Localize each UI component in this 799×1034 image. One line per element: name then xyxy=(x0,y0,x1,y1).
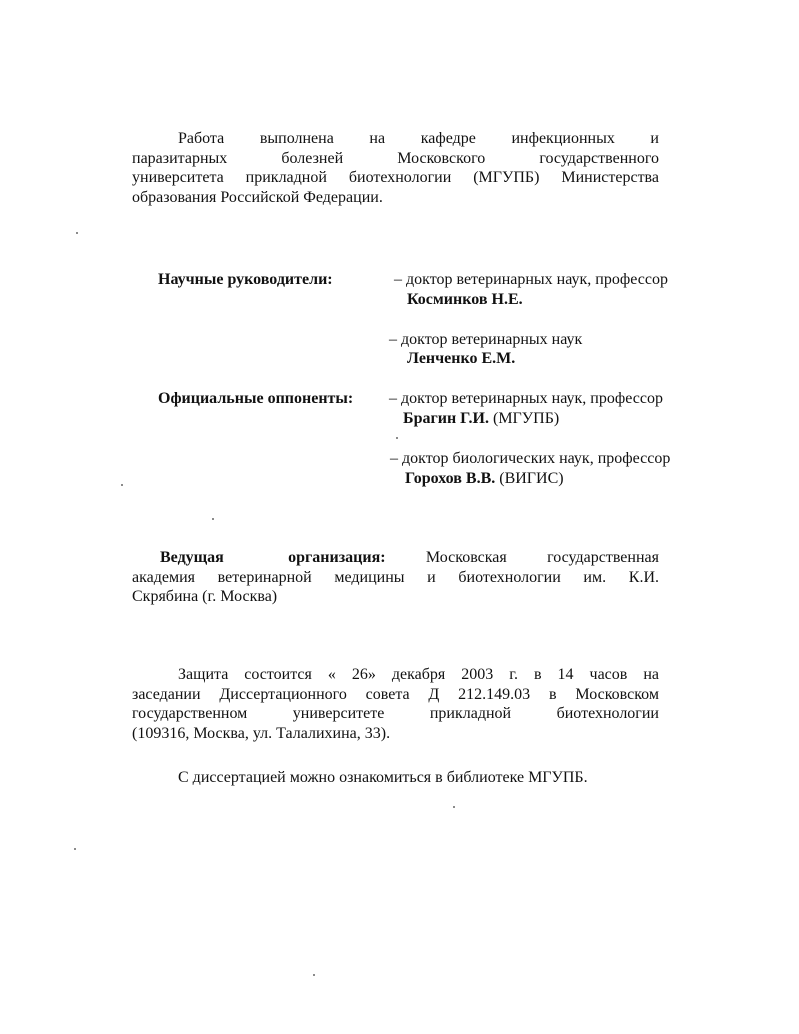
leading-org-line-2: академия ветеринарной медицины и биотехнологии им. К.И. xyxy=(132,568,659,586)
opponent-1-affiliation: (МГУПБ) xyxy=(489,410,560,427)
defense-line: государственном университете прикладной биотехнологии xyxy=(132,705,659,722)
opponent-2-name: Горохов В.В. xyxy=(405,470,496,487)
leading-org-label: Ведущая организация: xyxy=(160,549,386,566)
leading-org-line-3: Скрябина (г. Москва) xyxy=(132,588,278,605)
defense-line: Защита состоится « 26» декабря 2003 г. в 14 часов на xyxy=(178,666,659,683)
intro-line: паразитарных болезней Московского государственного xyxy=(132,149,659,167)
intro-line: образования Российской Федерации. xyxy=(132,188,383,206)
supervisor-1-name: Косминков Н.Е. xyxy=(407,291,523,308)
scan-speck xyxy=(76,232,78,234)
leading-org-paragraph xyxy=(132,548,659,607)
intro-line: университета прикладной биотехнологии (МГУПБ) Министерства xyxy=(132,169,659,186)
opponent-2-line xyxy=(405,469,564,489)
scan-speck xyxy=(313,974,315,976)
opponent-1-line xyxy=(403,409,559,429)
opponent-1-name: Брагин Г.И. xyxy=(403,410,489,427)
scan-speck xyxy=(212,518,214,520)
supervisor-1-title: – доктор ветеринарных наук, профессор xyxy=(394,271,668,288)
scan-speck xyxy=(74,848,76,850)
library-note: С диссертацией можно ознакомиться в библиотеке МГУПБ. xyxy=(178,769,588,786)
scan-speck xyxy=(121,484,123,486)
intro-line: Работа выполнена на кафедре инфекционных и xyxy=(178,130,659,147)
opponent-2-title: – доктор биологических наук, профессор xyxy=(390,450,671,467)
defense-line: заседании Диссертационного совета Д 212.149.03 в Московском xyxy=(132,685,659,703)
opponent-2-affiliation: (ВИГИС) xyxy=(495,470,564,487)
scan-speck xyxy=(396,437,398,439)
opponent-1-title: – доктор ветеринарных наук, профессор xyxy=(389,390,663,407)
defense-line: (109316, Москва, ул. Талалихина, 33). xyxy=(132,724,391,742)
opponents-label: Официальные оппоненты: xyxy=(158,390,354,407)
intro-paragraph xyxy=(132,129,659,207)
scan-speck xyxy=(453,806,455,808)
leading-org-line-1: Ведущая организация: Московская государственная xyxy=(160,549,659,566)
supervisor-2-title: – доктор ветеринарных наук xyxy=(389,331,583,348)
supervisor-2-name: Ленченко Е.М. xyxy=(407,350,516,367)
supervisors-label: Научные руководители: xyxy=(158,271,333,288)
defense-paragraph xyxy=(132,665,659,743)
